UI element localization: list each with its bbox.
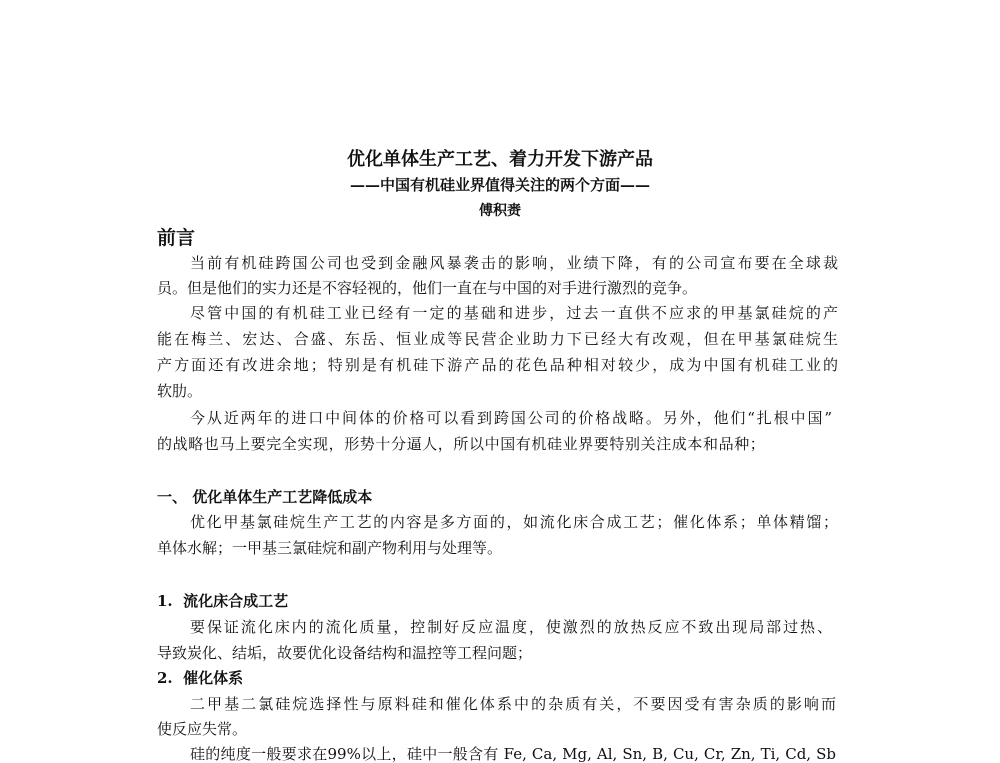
body-line: 能在梅兰、宏达、合盛、东岳、恒业成等民营企业助力下已经大有改观，但在甲基氯硅烷生 xyxy=(157,330,838,348)
body-line: 员。但是他们的实力还是不容轻视的，他们一直在与中国的对手进行激烈的竞争。 xyxy=(157,279,698,297)
section-heading: 一、 优化单体生产工艺降低成本 xyxy=(157,488,373,506)
preface-heading: 前言 xyxy=(157,227,196,249)
body-line: 当前有机硅跨国公司也受到金融风暴袭击的影响，业绩下降，有的公司宣布要在全球裁 xyxy=(190,254,838,272)
body-line: 导致炭化、结垢，故要优化设备结构和温控等工程问题； xyxy=(157,644,533,662)
body-line: 软肋。 xyxy=(157,382,203,400)
document-subtitle: ——中国有机硅业界值得关注的两个方面—— xyxy=(349,176,650,194)
body-line: 今从近两年的进口中间体的价格可以看到跨国公司的价格战略。另外，他们“扎根中国” xyxy=(190,409,832,427)
subsection-heading: 1. 流化床合成工艺 xyxy=(157,592,289,610)
body-line: 硅的纯度一般要求在99%以上，硅中一般含有 Fe, Ca, Mg, Al, Sn, B, Cu, Cr, Zn, Ti, Cd, Sb xyxy=(190,745,836,763)
document-title: 优化单体生产工艺、着力开发下游产品 xyxy=(347,149,653,170)
body-line: 的战略也马上要完全实现，形势十分逼人，所以中国有机硅业界要特别关注成本和品种； xyxy=(157,435,766,453)
body-line: 优化甲基氯硅烷生产工艺的内容是多方面的，如流化床合成工艺；催化体系；单体精馏； xyxy=(190,513,838,531)
body-line: 二甲基二氯硅烷选择性与原料硅和催化体系中的杂质有关，不要因受有害杂质的影响而 xyxy=(190,695,836,713)
body-line: 产方面还有改进余地；特别是有机硅下游产品的花色品种相对较少，成为中国有机硅工业的 xyxy=(157,356,838,374)
body-line: 单体水解；一甲基三氯硅烷和副产物利用与处理等。 xyxy=(157,539,503,557)
body-line: 尽管中国的有机硅工业已经有一定的基础和进步，过去一直供不应求的甲基氯硅烷的产 xyxy=(190,304,838,322)
body-line: 要保证流化床内的流化质量，控制好反应温度，使激烈的放热反应不致出现局部过热、 xyxy=(190,618,832,636)
subsection-heading: 2. 催化体系 xyxy=(157,669,244,687)
body-line: 使反应失常。 xyxy=(157,720,248,738)
author: 傅积赉 xyxy=(479,203,521,219)
